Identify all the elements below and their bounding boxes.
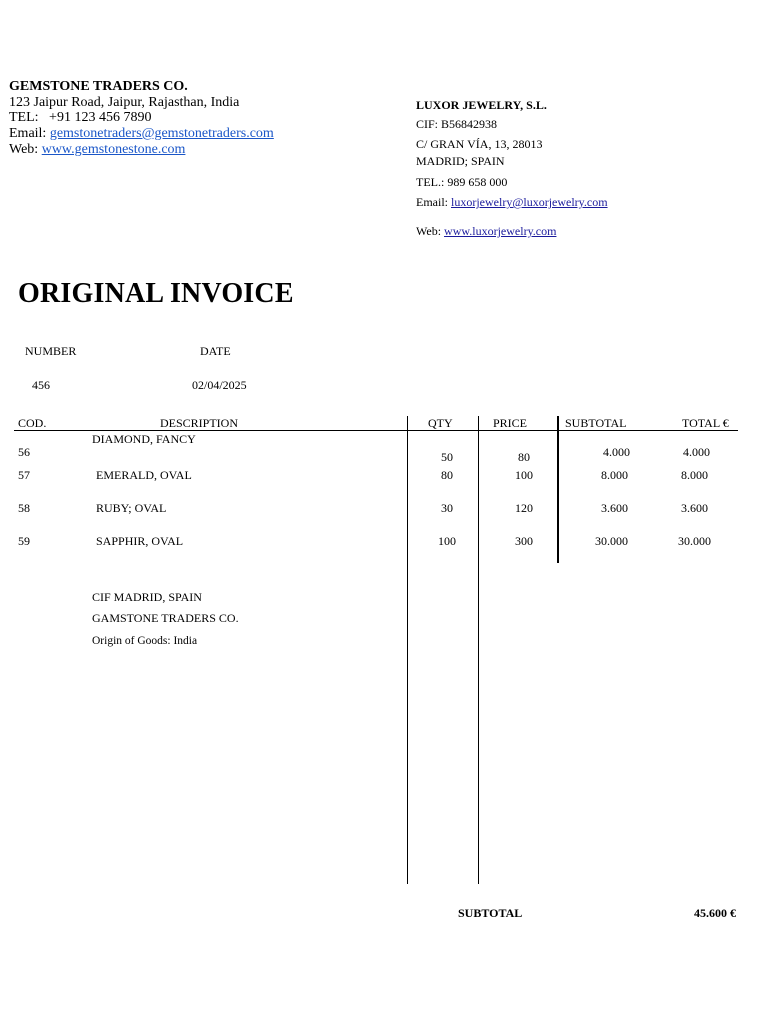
seller-tel-label: TEL: — [9, 110, 39, 125]
seller-email-link[interactable]: gemstonetraders@gemstonetraders.com — [49, 126, 274, 141]
buyer-email-row — [416, 195, 608, 210]
row-4-description: SAPPHIR, OVAL — [96, 534, 184, 548]
row-3-total: 3.600 — [681, 501, 708, 515]
seller-tel-row — [9, 110, 151, 126]
header-rule — [14, 430, 738, 431]
row-1-total: 4.000 — [683, 445, 710, 459]
number-label: NUMBER — [25, 344, 77, 358]
row-2-description: EMERALD, OVAL — [96, 468, 192, 482]
header-total: TOTAL € — [682, 416, 729, 430]
buyer-email-label: Email: — [416, 195, 448, 209]
row-3-qty: 30 — [441, 501, 453, 515]
invoice-number: 456 — [32, 378, 50, 392]
seller-tel: +91 123 456 7890 — [49, 110, 152, 125]
buyer-city: MADRID; SPAIN — [416, 154, 505, 168]
row-3-price: 120 — [515, 501, 533, 515]
buyer-cif: CIF: B56842938 — [416, 117, 498, 131]
note-origin: Origin of Goods: India — [92, 635, 198, 647]
row-3-cod: 58 — [18, 501, 30, 515]
row-3-subtotal: 3.600 — [601, 501, 628, 515]
buyer-email-link[interactable]: luxorjewelry@luxorjewelry.com — [451, 195, 608, 209]
price-right-rule — [557, 416, 559, 563]
row-2-cod: 57 — [18, 468, 30, 482]
header-qty: QTY — [428, 416, 453, 430]
date-label: DATE — [200, 344, 231, 358]
header-subtotal: SUBTOTAL — [565, 416, 627, 430]
qty-right-rule — [478, 416, 479, 884]
qty-left-rule — [407, 416, 408, 884]
row-1-description: DIAMOND, FANCY — [92, 432, 196, 446]
seller-email-label: Email: — [9, 126, 47, 141]
row-4-subtotal: 30.000 — [595, 534, 628, 548]
row-1-price: 80 — [518, 450, 530, 464]
subtotal-value: 45.600 € — [694, 906, 736, 920]
buyer-name: LUXOR JEWELRY, S.L. — [416, 98, 547, 112]
header-cod: COD. — [18, 416, 47, 430]
row-2-subtotal: 8.000 — [601, 468, 628, 482]
seller-name: GEMSTONE TRADERS CO. — [9, 79, 188, 94]
row-2-qty: 80 — [441, 468, 453, 482]
row-1-cod: 56 — [18, 445, 30, 459]
buyer-address: C/ GRAN VÍA, 13, 28013 — [416, 137, 543, 151]
note-terms: CIF MADRID, SPAIN — [92, 590, 202, 604]
subtotal-label: SUBTOTAL — [458, 906, 523, 920]
header-price: PRICE — [493, 416, 528, 430]
seller-address: 123 Jaipur Road, Jaipur, Rajasthan, India — [9, 95, 240, 110]
row-1-subtotal: 4.000 — [603, 445, 630, 459]
row-4-cod: 59 — [18, 534, 30, 548]
row-2-price: 100 — [515, 468, 533, 482]
buyer-tel: TEL.: 989 658 000 — [416, 175, 508, 189]
note-company: GAMSTONE TRADERS CO. — [92, 611, 239, 625]
row-4-total: 30.000 — [678, 534, 711, 548]
seller-web-row — [9, 142, 185, 158]
buyer-web-row — [416, 224, 556, 239]
invoice-date: 02/04/2025 — [192, 378, 247, 392]
row-2-total: 8.000 — [681, 468, 708, 482]
row-3-description: RUBY; OVAL — [96, 501, 167, 515]
invoice-title: ORIGINAL INVOICE — [18, 278, 294, 309]
seller-web-link[interactable]: www.gemstonestone.com — [41, 142, 186, 157]
seller-web-label: Web: — [9, 142, 39, 157]
seller-email-row — [9, 126, 274, 142]
row-4-qty: 100 — [438, 534, 456, 548]
header-description: DESCRIPTION — [160, 416, 239, 430]
row-1-qty: 50 — [441, 450, 453, 464]
buyer-web-label: Web: — [416, 224, 442, 238]
buyer-web-link[interactable]: www.luxorjewelry.com — [444, 224, 557, 238]
row-4-price: 300 — [515, 534, 533, 548]
